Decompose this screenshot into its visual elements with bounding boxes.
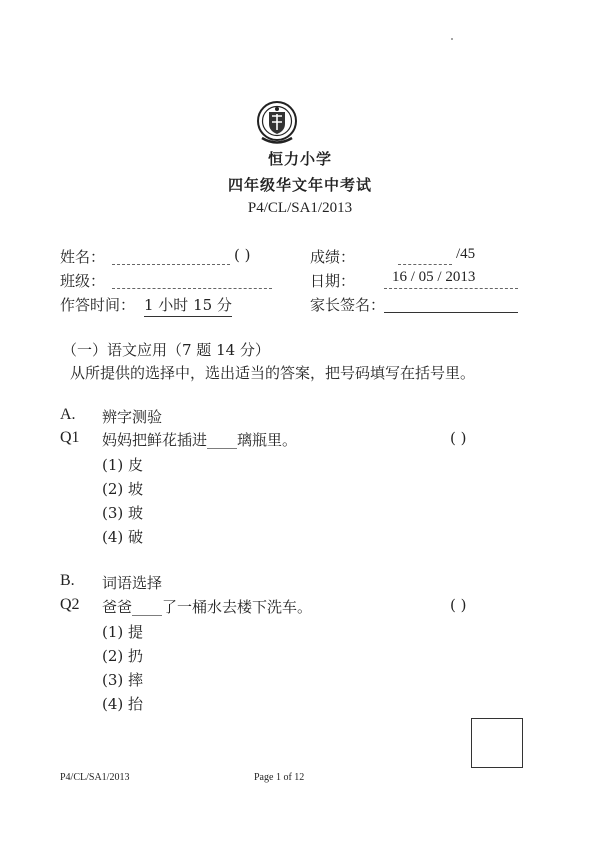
name-paren: ( ) bbox=[234, 246, 251, 264]
exam-code: P4/CL/SA1/2013 bbox=[247, 200, 353, 216]
part-b-title: 词语选择 bbox=[102, 574, 163, 592]
part-a-title: 辨字测验 bbox=[102, 408, 163, 426]
date-label: 日期： bbox=[310, 272, 356, 290]
speck-mark bbox=[451, 38, 453, 40]
date-value: 16 / 05 / 2013 bbox=[392, 269, 476, 285]
q1-option-4: (4) 破 bbox=[102, 528, 144, 546]
school-crest-icon bbox=[256, 100, 298, 148]
q1-option-1: (1) 皮 bbox=[102, 456, 144, 474]
part-a-letter: A. bbox=[60, 406, 76, 423]
score-blank[interactable] bbox=[398, 264, 452, 265]
q2-answer-paren[interactable]: ( ) bbox=[450, 596, 467, 614]
parent-sign-label: 家长签名： bbox=[310, 296, 386, 314]
footer-page-number: Page 1 of 12 bbox=[254, 772, 305, 783]
time-value: 1 小时 15 分 bbox=[144, 294, 232, 317]
q1-option-2: (2) 坡 bbox=[102, 480, 144, 498]
q2-option-4: (4) 抬 bbox=[102, 695, 144, 713]
score-total: /45 bbox=[456, 246, 476, 262]
class-label: 班级： bbox=[60, 272, 106, 290]
q1-answer-paren[interactable]: ( ) bbox=[450, 429, 467, 447]
part-b-letter: B. bbox=[60, 572, 75, 589]
time-label: 作答时间： bbox=[60, 296, 136, 314]
section-instruction: 从所提供的选择中，选出适当的答案，把号码填写在括号里。 bbox=[70, 364, 476, 382]
name-label: 姓名： bbox=[60, 248, 106, 266]
marks-box[interactable] bbox=[471, 718, 523, 768]
exam-title: 四年级华文年中考试 bbox=[227, 176, 372, 194]
name-blank[interactable] bbox=[112, 264, 230, 265]
q2-number: Q2 bbox=[60, 596, 80, 613]
section-title: （一）语文应用（7 题 14 分） bbox=[62, 341, 270, 359]
q1-option-3: (3) 玻 bbox=[102, 504, 144, 522]
score-label: 成绩： bbox=[310, 248, 356, 266]
class-blank[interactable] bbox=[112, 288, 272, 289]
school-name: 恒力小学 bbox=[267, 150, 332, 168]
q1-number: Q1 bbox=[60, 429, 80, 446]
q1-text: 妈妈把鲜花插进____璃瓶里。 bbox=[102, 431, 298, 449]
q2-option-2: (2) 扔 bbox=[102, 647, 144, 665]
q2-option-3: (3) 摔 bbox=[102, 671, 144, 689]
q2-option-1: (1) 提 bbox=[102, 623, 144, 641]
q2-text: 爸爸____了一桶水去楼下洗车。 bbox=[102, 598, 313, 616]
parent-sign-line[interactable] bbox=[384, 312, 518, 313]
date-blank bbox=[384, 288, 518, 289]
footer-code: P4/CL/SA1/2013 bbox=[60, 772, 130, 783]
